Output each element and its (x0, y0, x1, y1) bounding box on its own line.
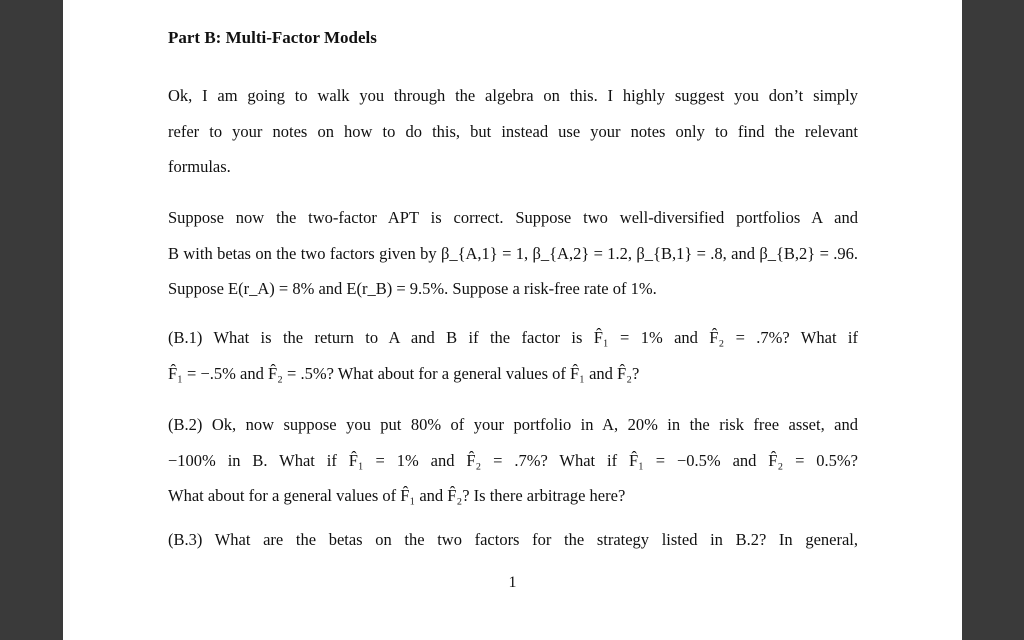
text-line: refer to your notes on how to do this, but instead use your notes only to find the relevant (168, 121, 858, 141)
text-line: What about for a general values of F̂₁ and F̂₂? Is there arbitrage here? (168, 486, 626, 505)
question-b1 (168, 320, 858, 391)
text-line: (B.3) What are the betas on the two factors for the strategy listed in B.2? In general, (168, 530, 858, 549)
text-line: B with betas on the two factors given by β_{A,1} = 1, β_{A,2} = 1.2, β_{B,1} = .8, and β_{B,2} = .96. (168, 243, 858, 263)
question-b2 (168, 407, 858, 514)
paragraph-setup (168, 200, 858, 307)
section-title: Part B: Multi-Factor Models (168, 28, 377, 47)
text-line: F̂₁ = −.5% and F̂₂ = .5%? What about for a general values of F̂₁ and F̂₂? (168, 363, 640, 383)
paragraph-intro (168, 78, 858, 185)
text-line: (B.2) Ok, now suppose you put 80% of your portfolio in A, 20% in the risk free asset, and (168, 415, 858, 434)
text-line: Suppose now the two-factor APT is correct. Suppose two well-diversified portfolios A and (168, 208, 858, 227)
question-b3 (168, 529, 858, 551)
document-page (63, 0, 962, 640)
page-number: 1 (508, 574, 517, 591)
text-line: formulas. (168, 157, 231, 176)
text-line: Suppose E(r_A) = 8% and E(r_B) = 9.5%. Suppose a risk-free rate of 1%. (168, 279, 657, 298)
text-line: (B.1) What is the return to A and B if the factor is F̂₁ = 1% and F̂₂ = .7%? What if (168, 328, 858, 347)
text-line: −100% in B. What if F̂₁ = 1% and F̂₂ = .7%? What if F̂₁ = −0.5% and F̂₂ = 0.5%? (168, 450, 858, 470)
text-line: Ok, I am going to walk you through the algebra on this. I highly suggest you don’t simply (168, 86, 858, 105)
